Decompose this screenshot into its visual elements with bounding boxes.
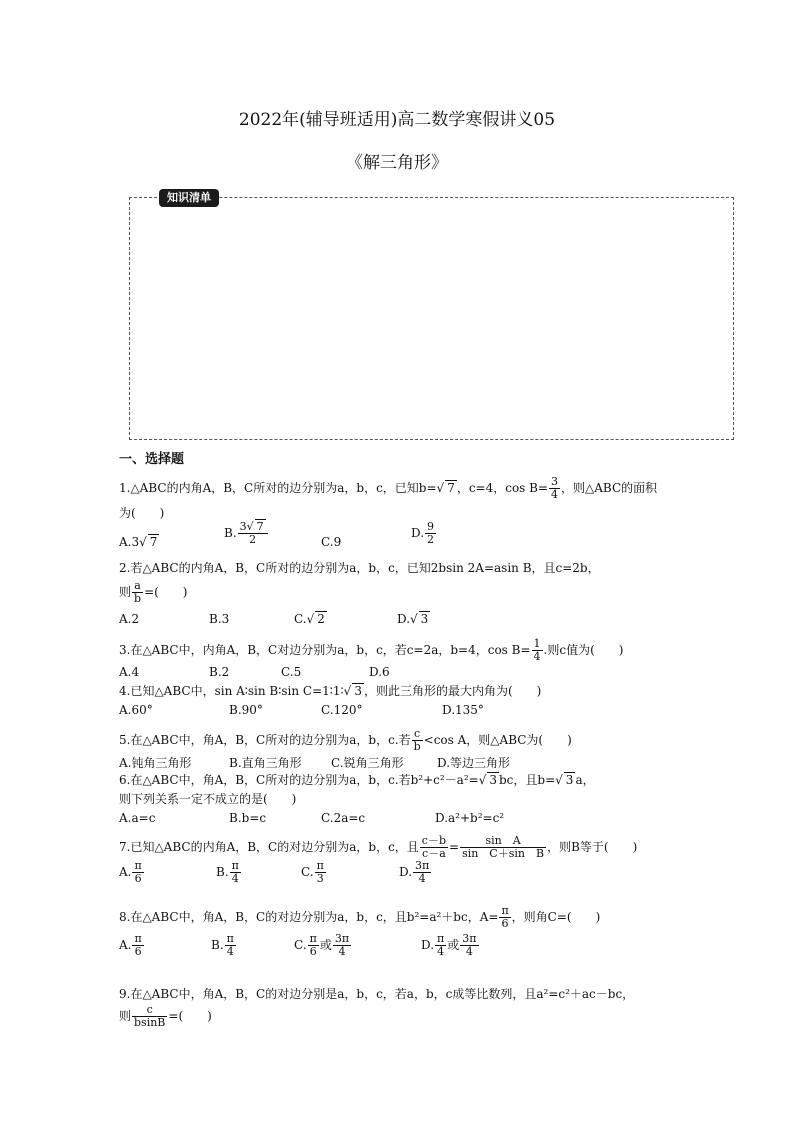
option-a[interactable]: A.钝角三角形 bbox=[119, 756, 192, 770]
option-a[interactable]: A.2 bbox=[119, 612, 140, 626]
question-2-line2: 则 $\frac{a}{b}$ =( ) bbox=[119, 579, 188, 605]
question-7: 7.已知△ABC的内角A，B，C的对边分别为a，b，c，且 $\frac{c-b}{c-a}$ = $\frac{\text{sin A}}{\text{sin C＋sin B}}$ ，则B等于( ) bbox=[119, 834, 638, 860]
option-a[interactable]: A.4 bbox=[119, 665, 140, 679]
option-a[interactable]: A. $\frac{\pi}{6}$ bbox=[119, 932, 142, 958]
option-d[interactable]: D.等边三角形 bbox=[437, 756, 511, 770]
option-b[interactable]: B.b=c bbox=[229, 811, 267, 825]
document-title: 2022年(辅导班适用)高二数学寒假讲义05 bbox=[238, 110, 556, 130]
option-a[interactable]: A.a=c bbox=[119, 811, 156, 825]
option-c[interactable]: C. $\frac{\pi}{3}$ bbox=[301, 859, 324, 885]
option-b[interactable]: B. $\frac{\pi}{4}$ bbox=[216, 859, 239, 885]
option-a[interactable]: A.60° bbox=[119, 703, 153, 717]
option-b[interactable]: B.2 bbox=[209, 665, 230, 679]
option-c[interactable]: C.9 bbox=[321, 535, 342, 549]
question-2: 2.若△ABC的内角A，B，C所对的边分别为a，b，c，已知2bsin 2A=asin B，且c=2b， bbox=[119, 561, 600, 575]
sqrt-sign: √ bbox=[436, 481, 445, 495]
knowledge-box bbox=[129, 191, 734, 440]
option-b[interactable]: B. $\frac{3√ 7}{2}$ bbox=[224, 521, 269, 546]
option-b[interactable]: B. $\frac{\pi}{4}$ bbox=[211, 932, 234, 958]
option-d[interactable]: D.135° bbox=[442, 703, 484, 717]
option-b[interactable]: B.90° bbox=[229, 703, 263, 717]
option-c[interactable]: C.2a=c bbox=[321, 811, 366, 825]
option-a[interactable]: A.3√ 7 bbox=[119, 535, 158, 549]
question-1: 1.△ABC的内角A，B，C所对的边分别为a，b，c，已知b=√ 7 ，c=4，cos B= $\frac{3}{4}$ ，则△ABC的面积 bbox=[119, 475, 658, 501]
question-9: 9.在△ABC中，角A，B，C的对边分别是a，b，c，若a，b，c成等比数列，且a²=c²＋ac－bc， bbox=[119, 987, 635, 1001]
question-1-line2: 为( ) bbox=[119, 506, 165, 520]
option-b[interactable]: B.3 bbox=[209, 612, 230, 626]
option-d[interactable]: D.√ 3 bbox=[397, 612, 429, 626]
question-9-line2: 则 $\frac{c}{bsinB}$ =( ) bbox=[119, 1003, 212, 1029]
section-heading: 一、选择题 bbox=[119, 452, 185, 467]
option-c[interactable]: C.120° bbox=[321, 703, 363, 717]
option-d[interactable]: D. $\frac{9}{2}$ bbox=[411, 520, 435, 546]
option-a[interactable]: A. $\frac{\pi}{6}$ bbox=[119, 859, 142, 885]
knowledge-badge: 知识清单 bbox=[159, 189, 219, 207]
option-c[interactable]: C. $\frac{\pi}{6}$ 或 $\frac{3\pi}{4}$ bbox=[294, 932, 350, 958]
option-d[interactable]: D.6 bbox=[369, 665, 390, 679]
option-d[interactable]: D. $\frac{\pi}{4}$ 或 $\frac{3\pi}{4}$ bbox=[421, 932, 477, 958]
option-d[interactable]: D.a²+b²=c² bbox=[435, 811, 505, 825]
option-b[interactable]: B.直角三角形 bbox=[229, 756, 302, 770]
question-6-line2: 则下列关系一定不成立的是( ) bbox=[119, 792, 297, 806]
question-6: 6.在△ABC中，角A，B，C所对的边分别为a，b，c.若b²+c²－a²=√ 3 bc，且b=√ 3 a， bbox=[119, 773, 595, 787]
option-c[interactable]: C.锐角三角形 bbox=[331, 756, 404, 770]
question-8: 8.在△ABC中，角A，B，C的对边分别为a，b，c，且b²=a²＋bc，A= $\frac{\pi}{6}$ ，则角C=( ) bbox=[119, 904, 601, 930]
question-5: 5.在△ABC中，角A，B，C所对的边分别为a，b，c.若 $\frac{c}{b}$ <cos A，则△ABC为( ) bbox=[119, 727, 572, 753]
option-d[interactable]: D. $\frac{3\pi}{4}$ bbox=[399, 859, 430, 885]
document-subtitle: 《解三角形》 bbox=[346, 153, 448, 173]
option-c[interactable]: C.√ 2 bbox=[294, 612, 325, 626]
option-c[interactable]: C.5 bbox=[281, 665, 302, 679]
question-4: 4.已知△ABC中，sin A∶sin B∶sin C=1∶1∶√ 3 ，则此三角形的最大内角为( ) bbox=[119, 684, 542, 698]
fraction: $\frac{3}{4}$ bbox=[551, 475, 559, 501]
question-3: 3.在△ABC中，内角A，B，C对边分别为a，b，c，若c=2a，b=4，cos B= $\frac{1}{4}$ .则c值为( ) bbox=[119, 637, 624, 663]
